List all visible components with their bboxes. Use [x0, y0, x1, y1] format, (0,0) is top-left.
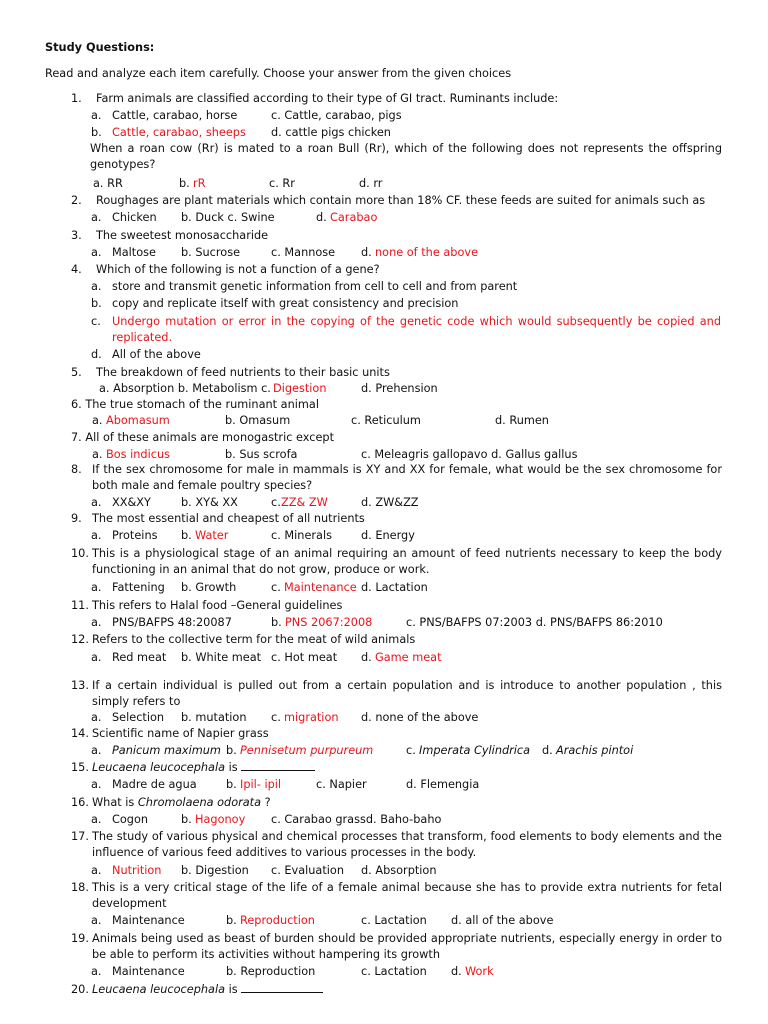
choice-a: Maintenance	[112, 914, 185, 927]
choice-a: Panicum maximum	[112, 744, 221, 757]
question-number: 18.	[71, 881, 89, 894]
choice-b: b. XY& XX	[181, 496, 238, 509]
answer-choice-a: Bos indicus	[106, 448, 171, 461]
choice-b: b. Sus scrofa	[225, 448, 298, 461]
choice-ab: a. Absorption b. Metabolism c.	[99, 382, 271, 395]
species-name: Leucaena leucocephala	[92, 983, 226, 996]
question-number: 16.	[71, 796, 89, 809]
choice-c: c. Napier	[316, 778, 367, 791]
answer-choice-b: Ipil- ipil	[240, 778, 282, 791]
choice-letter: d.	[361, 651, 372, 664]
question-connector: is	[228, 983, 238, 996]
question-text: If a certain individual is pulled out from a certain population and is introduce to another population , this simply refers to	[92, 679, 722, 708]
question-number: 19.	[71, 932, 89, 945]
page-title: Study Questions:	[45, 41, 155, 54]
choice-d: d. Rumen	[495, 414, 549, 427]
choice-d: d. Energy	[361, 529, 415, 542]
choice-d: All of the above	[112, 348, 201, 361]
choice-letter: b.	[226, 778, 237, 791]
answer-choice-d: none of the above	[375, 246, 479, 259]
answer-blank	[241, 982, 323, 993]
choice-c: Imperata Cylindrica	[419, 744, 531, 757]
choice-b: b. Sucrose	[181, 246, 241, 259]
choice-a: PNS/BAFPS 48:20087	[112, 616, 232, 629]
question-text: Farm animals are classified according to their type of GI tract. Ruminants include:	[96, 92, 559, 105]
choice-letter: d.	[91, 348, 102, 361]
choice-letter: b.	[91, 126, 102, 139]
choice-c: c. Lactation	[361, 965, 427, 978]
question-prefix: What is	[92, 796, 135, 809]
choice-letter: d.	[361, 246, 372, 259]
choice-letter: a.	[91, 965, 102, 978]
answer-choice-d: Work	[465, 965, 494, 978]
question-suffix: ?	[264, 796, 271, 809]
choice-d: d. rr	[359, 177, 383, 190]
choice-b: b. Reproduction	[226, 965, 316, 978]
answer-choice-b: PNS 2067:2008	[285, 616, 373, 629]
answer-choice-b: Water	[195, 529, 229, 542]
choice-cd: c. PNS/BAFPS 07:2003 d. PNS/BAFPS 86:2010	[406, 616, 663, 629]
choice-letter: a.	[91, 211, 102, 224]
choice-letter: c.	[271, 496, 281, 509]
choice-a: Proteins	[112, 529, 158, 542]
question-number: 15.	[71, 761, 89, 774]
question-text: If the sex chromosome for male in mammals is XY and XX for female, what would be the sex chromosome for both male and female poultry species?	[92, 463, 722, 492]
question-text: Animals being used as beast of burden should be provided appropriate nutrients, especially energy in order to be able to perform its activities without hampering its growth	[92, 932, 722, 961]
choice-letter: b.	[226, 914, 237, 927]
choice-b: b. mutation	[181, 711, 247, 724]
choice-a: Cogon	[112, 813, 149, 826]
choice-letter: c.	[91, 315, 101, 328]
question-number: 3.	[71, 229, 82, 242]
choice-d: d. ZW&ZZ	[361, 496, 419, 509]
choice-letter: a.	[91, 914, 102, 927]
choice-letter: a.	[91, 778, 102, 791]
choice-letter: a.	[91, 529, 102, 542]
choice-d: Arachis pintoi	[556, 744, 634, 757]
choice-c: c. Evaluation	[271, 864, 344, 877]
choice-letter: b.	[179, 177, 190, 190]
question-number: 10.	[71, 547, 89, 560]
question-text: This refers to Halal food –General guidelines	[92, 599, 343, 612]
choice-letter: a.	[91, 109, 102, 122]
choice-c: c. Reticulum	[351, 414, 421, 427]
choice-bc: b. Duck c. Swine	[181, 211, 275, 224]
question-text: Refers to the collective term for the meat of wild animals	[92, 633, 416, 646]
answer-choice-d: Game meat	[375, 651, 442, 664]
choice-letter: a.	[92, 414, 103, 427]
choice-letter: b.	[271, 616, 282, 629]
species-name: Chromolaena odorata	[137, 796, 262, 809]
choice-c: c. Minerals	[271, 529, 332, 542]
question-text: Roughages are plant materials which contain more than 18% CF. these feeds are suited for animals such as	[96, 194, 706, 207]
choice-b: b. Omasum	[225, 414, 291, 427]
question-number: 9.	[71, 512, 82, 525]
choice-cd: c. Meleagris gallopavo d. Gallus gallus	[361, 448, 578, 461]
answer-choice-c: ZZ& ZW	[281, 496, 328, 509]
choice-c: c. Rr	[269, 177, 295, 190]
choice-d: d. all of the above	[451, 914, 554, 927]
choice-letter: a.	[91, 496, 102, 509]
choice-letter: d.	[451, 965, 462, 978]
choice-cd: c. Carabao grassd. Baho-baho	[271, 813, 442, 826]
answer-choice-c: Undergo mutation or error in the copying of the genetic code which would subsequently be copied and replicated.	[112, 315, 721, 344]
choice-letter: d.	[542, 744, 553, 757]
choice-letter: d.	[316, 211, 327, 224]
question-number: 2.	[71, 194, 82, 207]
answer-choice-c: migration	[284, 711, 339, 724]
choice-b: b. Digestion	[181, 864, 249, 877]
question-text: The most essential and cheapest of all nutrients	[92, 512, 365, 525]
question-text: 6. The true stomach of the ruminant animal	[71, 398, 319, 411]
question-text: The study of various physical and chemical processes that transform, food elements to body elements and the influence of various feed additives to various processes in the body.	[92, 830, 722, 859]
answer-choice-c: Digestion	[273, 382, 327, 395]
species-name: Leucaena leucocephala	[92, 761, 226, 774]
choice-c: c. Hot meat	[271, 651, 338, 664]
question-text: Scientific name of Napier grass	[92, 727, 269, 740]
choice-d: d. Absorption	[361, 864, 437, 877]
choice-a: Cattle, carabao, horse	[112, 109, 238, 122]
choice-d: d. cattle pigs chicken	[271, 126, 391, 139]
question-number: 17.	[71, 830, 89, 843]
question-text: The breakdown of feed nutrients to their basic units	[96, 366, 390, 379]
choice-b: b. White meat	[181, 651, 262, 664]
choice-b: b. Growth	[181, 581, 237, 594]
question-text: This is a very critical stage of the life of a female animal because she has to provide extra nutrients for fetal development	[92, 881, 722, 910]
answer-blank	[241, 760, 315, 771]
choice-a: Fattening	[112, 581, 165, 594]
choice-c: c. Cattle, carabao, pigs	[271, 109, 402, 122]
question-text: Which of the following is not a function of a gene?	[96, 263, 380, 276]
question-text	[92, 760, 315, 776]
choice-a: Selection	[112, 711, 165, 724]
choice-a: Maltose	[112, 246, 156, 259]
question-number: 11.	[71, 599, 89, 612]
choice-letter: c.	[271, 581, 281, 594]
choice-letter: c.	[406, 744, 416, 757]
choice-a: a. RR	[93, 177, 123, 190]
choice-letter: b.	[226, 744, 237, 757]
choice-letter: b.	[181, 813, 192, 826]
answer-choice-d: Carabao	[330, 211, 378, 224]
choice-letter: a.	[92, 448, 103, 461]
answer-choice-b: Pennisetum purpureum	[240, 744, 374, 757]
question-text: This is a physiological stage of an animal requiring an amount of feed nutrients necessary to keep the body functioning in an animal that do not grow, produce or work.	[92, 547, 722, 576]
choice-d: d. Lactation	[361, 581, 428, 594]
question-connector: is	[228, 761, 238, 774]
question-text: When a roan cow (Rr) is mated to a roan Bull (Rr), which of the following does not represents the offspring genotypes?	[90, 142, 722, 171]
question-number: 14.	[71, 727, 89, 740]
question-number: 5.	[71, 366, 82, 379]
question-text	[92, 982, 323, 998]
choice-d: d. Prehension	[361, 382, 438, 395]
choice-d: d. none of the above	[361, 711, 479, 724]
choice-letter: b.	[181, 529, 192, 542]
choice-letter: a.	[91, 813, 102, 826]
choice-c: c. Mannose	[271, 246, 336, 259]
question-number: 20.	[71, 983, 89, 996]
answer-choice-a: Nutrition	[112, 864, 162, 877]
answer-choice-b: Cattle, carabao, sheeps	[112, 126, 246, 139]
answer-choice-b: Reproduction	[240, 914, 315, 927]
choice-letter: a.	[91, 711, 102, 724]
choice-a: Chicken	[112, 211, 157, 224]
choice-letter: c.	[271, 711, 281, 724]
choice-a: Maintenance	[112, 965, 185, 978]
question-text: The sweetest monosaccharide	[96, 229, 269, 242]
choice-a: store and transmit genetic information from cell to cell and from parent	[112, 280, 518, 293]
answer-choice-c: Maintenance	[284, 581, 357, 594]
choice-a: Red meat	[112, 651, 167, 664]
question-number: 8.	[71, 463, 82, 476]
choice-a: XX&XY	[112, 496, 151, 509]
choice-letter: a.	[91, 651, 102, 664]
choice-b: copy and replicate itself with great consistency and precision	[112, 297, 459, 310]
question-text	[92, 795, 271, 811]
question-number: 13.	[71, 679, 89, 692]
choice-letter: a.	[91, 744, 102, 757]
answer-choice-b: Hagonoy	[195, 813, 246, 826]
choice-letter: a.	[91, 581, 102, 594]
question-number: 4.	[71, 263, 82, 276]
choice-d: d. Flemengia	[406, 778, 480, 791]
choice-letter: a.	[91, 246, 102, 259]
choice-a: Madre de agua	[112, 778, 197, 791]
choice-letter: a.	[91, 280, 102, 293]
answer-choice-a: Abomasum	[106, 414, 170, 427]
question-number: 12.	[71, 633, 89, 646]
choice-letter: a.	[91, 864, 102, 877]
question-number: 1.	[71, 92, 82, 105]
choice-letter: a.	[91, 616, 102, 629]
instructions: Read and analyze each item carefully. Choose your answer from the given choices	[45, 67, 512, 80]
answer-choice-b: rR	[193, 177, 206, 190]
choice-letter: b.	[91, 297, 102, 310]
question-text: 7. All of these animals are monogastric except	[71, 431, 335, 444]
choice-c: c. Lactation	[361, 914, 427, 927]
